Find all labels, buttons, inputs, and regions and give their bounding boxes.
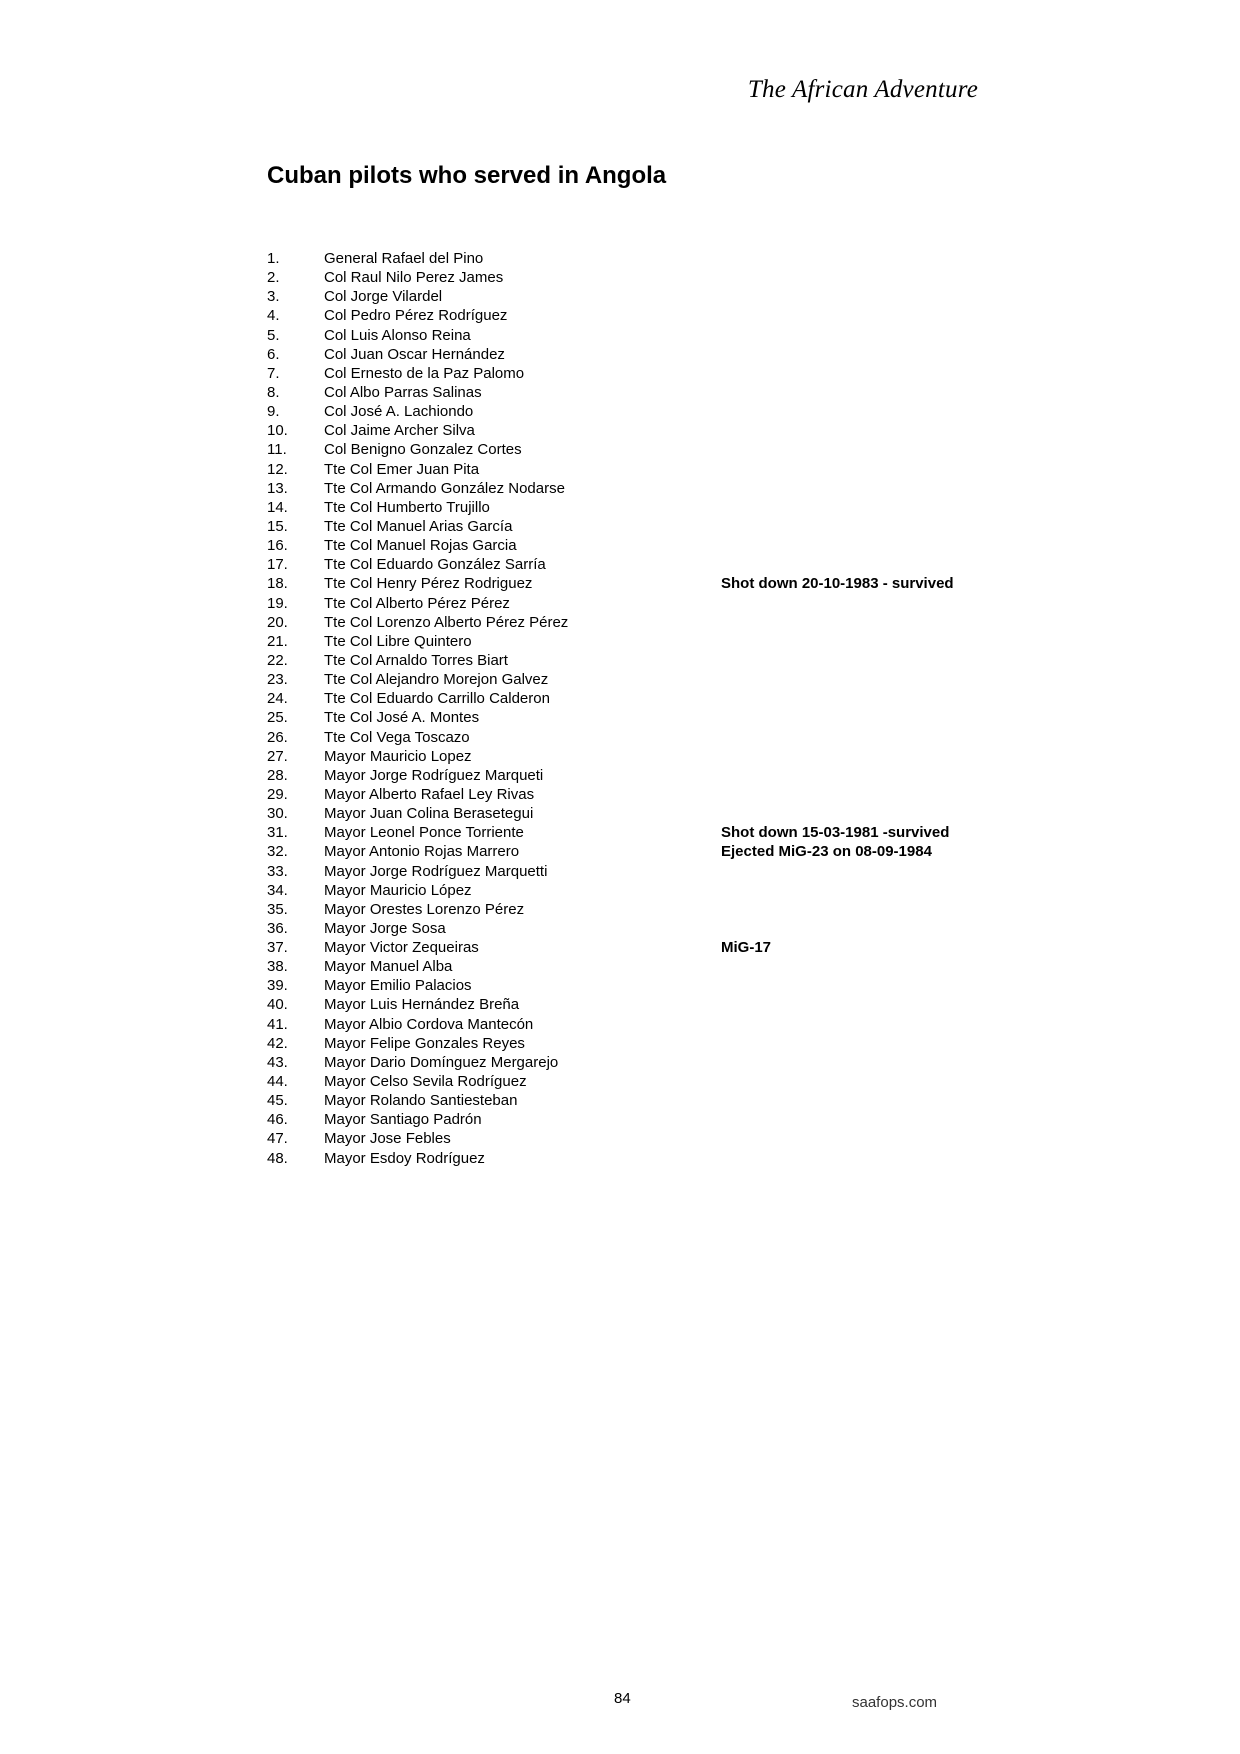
pilot-list [267,249,1027,1168]
list-item [267,785,1027,804]
list-item [267,689,1027,708]
list-item-number: 9. [267,403,280,421]
pilot-name: Tte Col Lorenzo Alberto Pérez Pérez [324,613,569,631]
pilot-name: Col Luis Alonso Reina [324,326,471,344]
list-item-number: 45. [267,1092,288,1110]
pilot-name: Mayor Rolando Santiesteban [324,1092,518,1110]
list-item-number: 36. [267,919,288,937]
list-item-number: 3. [267,288,280,306]
pilot-name: Mayor Antonio Rojas Marrero [324,843,520,861]
list-item [267,651,1027,670]
pilot-name: Mayor Jorge Sosa [324,919,446,937]
page-title: Cuban pilots who served in Angola [267,162,667,189]
pilot-note: Shot down 20-10-1983 - survived [721,575,954,593]
pilot-note: MiG-17 [721,939,772,957]
pilot-name: Mayor Albio Cordova Mantecón [324,1015,534,1033]
pilot-name: Tte Col Manuel Arias García [324,517,513,535]
pilot-name: Mayor Juan Colina Berasetegui [324,805,534,823]
pilot-name: Tte Col José A. Montes [324,709,480,727]
pilot-name: Tte Col Emer Juan Pita [324,460,480,478]
running-header: The African Adventure [747,76,978,103]
list-item-number: 48. [267,1149,288,1167]
list-item [267,1072,1027,1091]
list-item [267,517,1027,536]
list-item-number: 6. [267,345,280,363]
list-item [267,670,1027,689]
list-item-number: 47. [267,1130,288,1148]
pilot-note: Shot down 15-03-1981 -survived [721,824,950,842]
list-item-number: 4. [267,307,280,325]
pilot-note: Ejected MiG-23 on 08-09-1984 [721,843,932,861]
pilot-name: Col Jaime Archer Silva [324,422,475,440]
pilot-name: Tte Col Vega Toscazo [324,728,470,746]
pilot-name: Col Pedro Pérez Rodríguez [324,307,508,325]
pilot-name: Mayor Luis Hernández Breña [324,996,520,1014]
list-item [267,594,1027,613]
list-item-number: 8. [267,383,280,401]
pilot-name: Tte Col Arnaldo Torres Biart [324,651,508,669]
list-item [267,536,1027,555]
pilot-name: Mayor Dario Domínguez Mergarejo [324,1053,559,1071]
list-item [267,421,1027,440]
pilot-name: Mayor Jorge Rodríguez Marquetti [324,862,548,880]
list-item-number: 19. [267,594,288,612]
page-number: 84 [614,1690,631,1707]
pilot-name: Col Benigno Gonzalez Cortes [324,441,522,459]
pilot-name: Mayor Mauricio Lopez [324,747,472,765]
list-item [267,460,1027,479]
list-item-number: 30. [267,805,288,823]
list-item [267,957,1027,976]
list-item [267,1034,1027,1053]
list-item [267,383,1027,402]
list-item [267,728,1027,747]
list-item-number: 41. [267,1015,288,1033]
list-item-number: 44. [267,1073,288,1091]
list-item-number: 1. [267,250,280,267]
list-item [267,900,1027,919]
list-item [267,364,1027,383]
list-item [267,766,1027,785]
list-item [267,1053,1027,1072]
list-item-number: 39. [267,977,288,995]
list-item-number: 13. [267,479,288,497]
list-item [267,976,1027,995]
list-item-number: 14. [267,498,288,516]
list-item [267,1149,1027,1168]
list-item-number: 46. [267,1111,288,1129]
pilot-name: Mayor Celso Sevila Rodríguez [324,1073,527,1091]
list-item-number: 31. [267,824,288,842]
pilot-name: Col Ernesto de la Paz Palomo [324,364,525,382]
list-item [267,613,1027,632]
list-item [267,249,1027,268]
pilot-name: Col Juan Oscar Hernández [324,345,505,363]
pilot-name: Tte Col Henry Pérez Rodriguez [324,575,533,593]
list-item-number: 26. [267,728,288,746]
list-item-number: 27. [267,747,288,765]
pilot-name: Mayor Leonel Ponce Torriente [324,824,524,842]
list-item-number: 2. [267,269,280,287]
list-item-number: 25. [267,709,288,727]
list-item-number: 38. [267,958,288,976]
list-item-number: 28. [267,766,288,784]
list-item [267,498,1027,517]
list-item-number: 43. [267,1053,288,1071]
list-item-number: 32. [267,843,288,861]
pilot-name: Mayor Felipe Gonzales Reyes [324,1034,525,1052]
pilot-name: Tte Col Alberto Pérez Pérez [324,594,510,612]
list-item-number: 34. [267,881,288,899]
list-item [267,938,1027,957]
pilot-name: Tte Col Humberto Trujillo [324,498,490,516]
pilot-name: Col José A. Lachiondo [324,403,474,421]
list-item [267,708,1027,727]
list-item [267,747,1027,766]
list-item [267,479,1027,498]
list-item [267,268,1027,287]
list-item-number: 20. [267,613,288,631]
pilot-name: Col Jorge Vilardel [324,288,443,306]
pilot-name: Mayor Santiago Padrón [324,1111,482,1129]
pilot-name: Mayor Manuel Alba [324,958,453,976]
pilot-name: Mayor Jose Febles [324,1130,451,1148]
list-item-number: 16. [267,537,288,555]
list-item [267,1129,1027,1148]
list-item-number: 22. [267,651,288,669]
list-item-number: 12. [267,460,288,478]
pilot-name: Tte Col Armando González Nodarse [324,479,565,497]
list-item [267,402,1027,421]
pilot-name: Tte Col Eduardo Carrillo Calderon [324,690,550,708]
list-item-number: 42. [267,1034,288,1052]
list-item-number: 17. [267,556,288,574]
list-item-number: 33. [267,862,288,880]
list-item [267,842,1027,861]
pilot-name: Mayor Victor Zequeiras [324,939,479,957]
pilot-name: Mayor Alberto Rafael Ley Rivas [324,785,535,803]
list-item [267,345,1027,364]
pilot-name: Mayor Mauricio López [324,881,472,899]
pilot-name: General Rafael del Pino [324,250,484,267]
pilot-name: Tte Col Eduardo González Sarría [324,556,546,574]
list-item [267,306,1027,325]
list-item [267,862,1027,881]
list-item-number: 23. [267,671,288,689]
pilot-name: Col Albo Parras Salinas [324,383,482,401]
list-item-number: 15. [267,517,288,535]
list-item-number: 24. [267,690,288,708]
list-item [267,919,1027,938]
list-item [267,823,1027,842]
site-footer: saafops.com [852,1694,938,1711]
list-item-number: 37. [267,939,288,957]
list-item-number: 5. [267,326,280,344]
list-item-number: 18. [267,575,288,593]
pilot-name: Mayor Esdoy Rodríguez [324,1149,485,1167]
list-item [267,1091,1027,1110]
list-item [267,1015,1027,1034]
pilot-name: Tte Col Manuel Rojas Garcia [324,537,517,555]
list-item [267,440,1027,459]
pilot-name: Col Raul Nilo Perez James [324,269,504,287]
list-item [267,804,1027,823]
pilot-name: Mayor Orestes Lorenzo Pérez [324,900,525,918]
list-item [267,287,1027,306]
list-item-number: 11. [267,441,287,459]
list-item [267,1110,1027,1129]
list-item-number: 21. [267,632,288,650]
list-item [267,995,1027,1014]
list-item [267,881,1027,900]
list-item [267,632,1027,651]
pilot-name: Mayor Jorge Rodríguez Marqueti [324,766,544,784]
list-item [267,574,1027,593]
list-item-number: 29. [267,785,288,803]
list-item-number: 40. [267,996,288,1014]
list-item-number: 35. [267,900,288,918]
list-item [267,555,1027,574]
pilot-name: Mayor Emilio Palacios [324,977,472,995]
pilot-name: Tte Col Alejandro Morejon Galvez [324,671,549,689]
list-item [267,326,1027,345]
list-item-number: 10. [267,422,288,440]
list-item-number: 7. [267,364,280,382]
pilot-name: Tte Col Libre Quintero [324,632,472,650]
